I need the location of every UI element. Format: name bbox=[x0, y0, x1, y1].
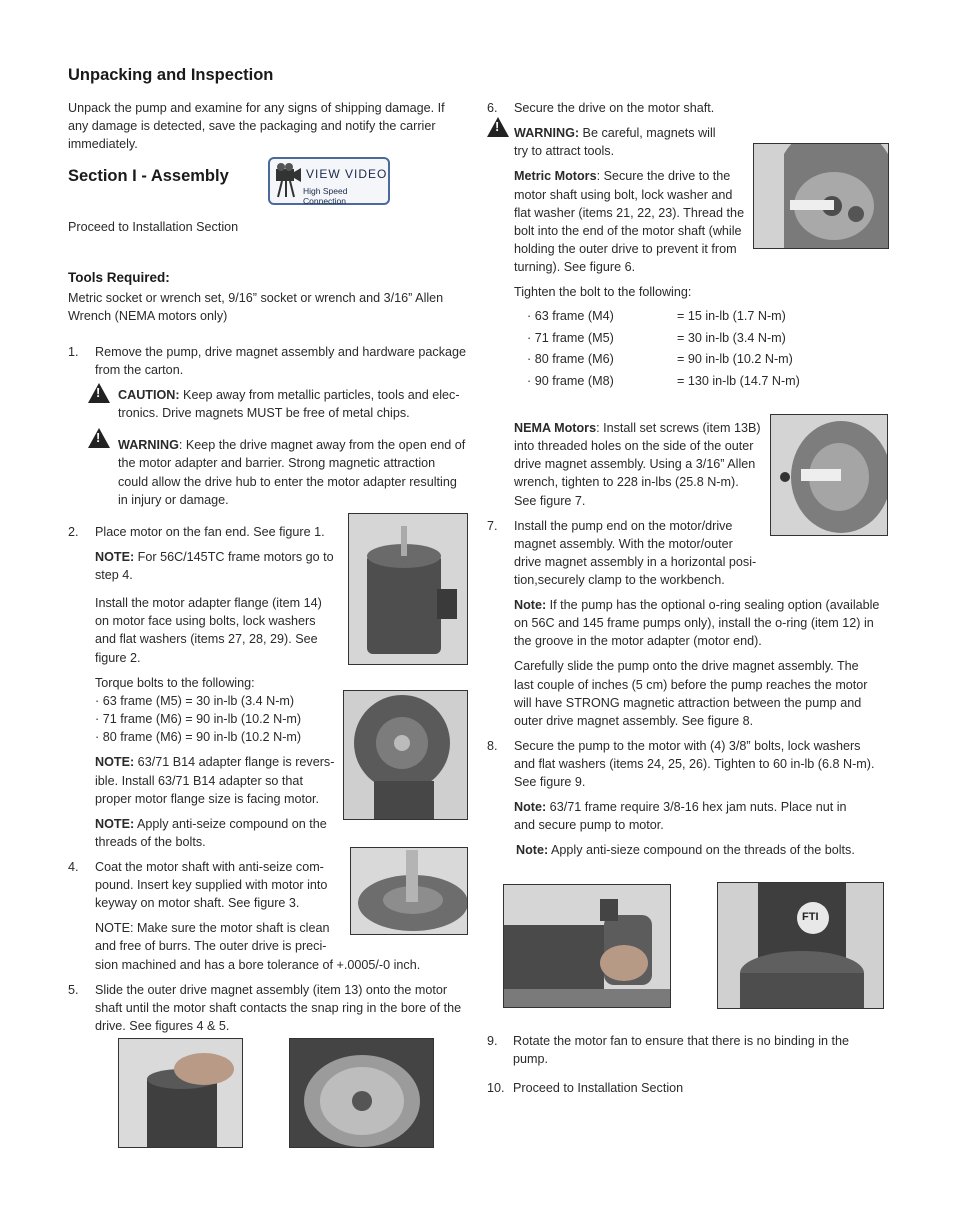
tools-line-2: Wrench (NEMA motors only) bbox=[68, 309, 228, 323]
step-2-note2-line-2: ible. Install 63/71 B14 adapter so that bbox=[95, 774, 303, 788]
step-7-para-2: last couple of inches (5 cm) before the pump reaches the motor bbox=[514, 678, 868, 692]
step-7-line-3: drive magnet assembly in a horizontal posi- bbox=[514, 555, 757, 569]
nema-line-2: into threaded holes on the side of the outer bbox=[514, 439, 754, 453]
torque-row: · 90 frame (M8) bbox=[527, 374, 614, 388]
warning-line-4: in injury or damage. bbox=[118, 493, 229, 507]
step-8-note1-line-1: Note: 63/71 frame require 3/8-16 hex jam nuts. Place nut in bbox=[514, 800, 847, 814]
proceed-installation-text: Proceed to Installation Section bbox=[68, 220, 239, 234]
step-2-number: 2. bbox=[68, 525, 79, 539]
torque-value: = 30 in-lb (3.4 N-m) bbox=[677, 331, 786, 345]
metric-line-1: Metric Motors: Secure the drive to the bbox=[514, 169, 731, 183]
step-10-line-1: Proceed to Installation Section bbox=[513, 1081, 684, 1095]
step-8-number: 8. bbox=[487, 739, 498, 753]
figure-4-photo bbox=[118, 1038, 243, 1148]
step-2-torque: Torque bolts to the following: bbox=[95, 676, 255, 690]
unpack-line-3: immediately. bbox=[68, 137, 138, 151]
step-6-warning-line-2: try to attract tools. bbox=[514, 144, 615, 158]
tighten-text: Tighten the bolt to the following: bbox=[514, 285, 692, 299]
caution-line-2: tronics. Drive magnets MUST be free of metal chips. bbox=[118, 406, 410, 420]
step-2-note2-line-3: proper motor flange size is facing motor. bbox=[95, 792, 319, 806]
step-1-line-2: from the carton. bbox=[95, 363, 184, 377]
tools-heading: Tools Required: bbox=[68, 270, 170, 285]
step-5-line-3: drive. See figures 4 & 5. bbox=[95, 1019, 230, 1033]
step-4-note-line-2: and free of burrs. The outer drive is preci- bbox=[95, 939, 327, 953]
step-7-line-2: magnet assembly. With the motor/outer bbox=[514, 537, 733, 551]
connection-label: High Speed Connection bbox=[303, 186, 348, 206]
step-5-line-2: shaft until the motor shaft contacts the snap ring in the bore of the bbox=[95, 1001, 462, 1015]
figure-7-photo bbox=[770, 414, 888, 536]
step-2-para-1: Install the motor adapter flange (item 14) bbox=[95, 596, 322, 610]
step-7-note-line-3: the groove in the motor adapter (motor end). bbox=[514, 634, 762, 648]
step-8-note2-line-1: Note: Apply anti-sieze compound on the threads of the bolts. bbox=[516, 843, 855, 857]
step-6-warning-line-1: WARNING: Be careful, magnets will bbox=[514, 126, 716, 140]
metric-line-5: holding the outer drive to prevent it from bbox=[514, 242, 737, 256]
warning-icon: ! bbox=[88, 428, 110, 448]
nema-line-4: wrench, tighten to 228 in-lbs (25.8 N-m). bbox=[514, 475, 739, 489]
step-6-number: 6. bbox=[487, 101, 498, 115]
caution-line-1: CAUTION: Keep away from metallic particles, tools and elec- bbox=[118, 388, 460, 402]
step-5-line-1: Slide the outer drive magnet assembly (item 13) onto the motor bbox=[95, 983, 448, 997]
step-1-line-1: Remove the pump, drive magnet assembly and hardware package bbox=[95, 345, 467, 359]
torque-value: = 130 in-lb (14.7 N-m) bbox=[677, 374, 800, 388]
figure-6-photo bbox=[753, 143, 889, 249]
step-8-line-1: Secure the pump to the motor with (4) 3/8” bolts, lock washers bbox=[514, 739, 861, 753]
view-video-button[interactable] bbox=[268, 157, 390, 205]
step-7-para-4: outer drive magnet assembly. See figure 8. bbox=[514, 714, 754, 728]
torque-value: = 90 in-lb (10.2 N-m) bbox=[677, 352, 793, 366]
step-8-line-2: and flat washers (items 24, 25, 26). Tighten to 60 in-lb (6.8 N-m). bbox=[514, 757, 875, 771]
warning-line-3: could allow the drive hub to enter the motor adapter resulting bbox=[118, 475, 457, 489]
figure-3-photo bbox=[350, 847, 468, 935]
unpack-line-1: Unpack the pump and examine for any signs of shipping damage. If bbox=[68, 101, 445, 115]
step-2-bullet-1: · 63 frame (M5) = 30 in-lb (3.4 N-m) bbox=[95, 694, 295, 708]
assembly-heading: Section I - Assembly bbox=[68, 167, 229, 185]
step-8-note1-line-2: and secure pump to motor. bbox=[514, 818, 664, 832]
step-2-note3-line-2: threads of the bolts. bbox=[95, 835, 206, 849]
nema-line-3: drive magnet assembly. Using a 3/16” Allen bbox=[514, 457, 756, 471]
step-2-para-3: and flat washers (items 27, 28, 29). See bbox=[95, 632, 318, 646]
tools-line-1: Metric socket or wrench set, 9/16” socket or wrench and 3/16” Allen bbox=[68, 291, 444, 305]
step-7-note-line-2: on 56C and 145 frame pumps only), install the o-ring (item 12) in bbox=[514, 616, 874, 630]
step-2-note2-line-1: NOTE: 63/71 B14 adapter flange is revers- bbox=[95, 755, 335, 769]
step-9-line-2: pump. bbox=[513, 1052, 549, 1066]
step-2-note3-line-1: NOTE: Apply anti-seize compound on the bbox=[95, 817, 327, 831]
torque-row: · 80 frame (M6) bbox=[527, 352, 614, 366]
figure-2-photo bbox=[343, 690, 468, 820]
step-7-para-3: will have STRONG magnetic attraction between the pump and bbox=[514, 696, 862, 710]
step-2-bullet-3: · 80 frame (M6) = 90 in-lb (10.2 N-m) bbox=[95, 730, 302, 744]
video-camera-icon bbox=[274, 163, 302, 199]
step-7-line-4: tion,securely clamp to the workbench. bbox=[514, 573, 725, 587]
fti-logo: FTI bbox=[802, 911, 819, 923]
torque-row: · 71 frame (M5) bbox=[527, 331, 614, 345]
metric-line-6: turning). See figure 6. bbox=[514, 260, 636, 274]
nema-line-5: See figure 7. bbox=[514, 494, 586, 508]
warning-line-1: WARNING: Keep the drive magnet away from the open end of bbox=[118, 438, 466, 452]
figure-1-photo bbox=[348, 513, 468, 665]
step-2-bullet-2: · 71 frame (M6) = 90 in-lb (10.2 N-m) bbox=[95, 712, 302, 726]
step-9-number: 9. bbox=[487, 1034, 498, 1048]
step-7-para-1: Carefully slide the pump onto the drive magnet assembly. The bbox=[514, 659, 859, 673]
caution-icon: ! bbox=[88, 383, 110, 403]
metric-line-2: motor shaft using bolt, lock washer and bbox=[514, 188, 733, 202]
step-2-para-2: on motor face using bolts, lock washers bbox=[95, 614, 316, 628]
step-9-line-1: Rotate the motor fan to ensure that there is no binding in the bbox=[513, 1034, 850, 1048]
step-6-warning-icon: ! bbox=[487, 117, 509, 137]
step-2-note-line-1: NOTE: For 56C/145TC frame motors go to bbox=[95, 550, 334, 564]
unpack-line-2: any damage is detected, save the packaging and notify the carrier bbox=[68, 119, 436, 133]
torque-row: · 63 frame (M4) bbox=[527, 309, 614, 323]
metric-line-4: bolt into the end of the motor shaft (while bbox=[514, 224, 742, 238]
figure-8-photo bbox=[503, 884, 671, 1008]
step-4-note-line-3: sion machined and has a bore tolerance of +.0005/-0 inch. bbox=[95, 958, 421, 972]
metric-line-3: flat washer (items 21, 22, 23). Thread the bbox=[514, 206, 745, 220]
figure-9-photo bbox=[717, 882, 884, 1009]
step-7-note-line-1: Note: If the pump has the optional o-ring sealing option (available bbox=[514, 598, 880, 612]
step-4-number: 4. bbox=[68, 860, 79, 874]
step-5-number: 5. bbox=[68, 983, 79, 997]
step-1-number: 1. bbox=[68, 345, 79, 359]
step-6-line-1: Secure the drive on the motor shaft. bbox=[514, 101, 715, 115]
step-4-line-2: pound. Insert key supplied with motor into bbox=[95, 878, 328, 892]
warning-line-2: the motor adapter and barrier. Strong magnetic attraction bbox=[118, 456, 436, 470]
step-10-number: 10. bbox=[487, 1081, 505, 1095]
step-4-line-1: Coat the motor shaft with anti-seize com- bbox=[95, 860, 324, 874]
step-8-line-3: See figure 9. bbox=[514, 775, 586, 789]
step-2-note-line-2: step 4. bbox=[95, 568, 133, 582]
figure-5-photo bbox=[289, 1038, 434, 1148]
step-7-number: 7. bbox=[487, 519, 498, 533]
step-2-line-1: Place motor on the fan end. See figure 1. bbox=[95, 525, 325, 539]
view-video-label: VIEW VIDEO bbox=[306, 167, 388, 181]
step-2-para-4: figure 2. bbox=[95, 651, 141, 665]
unpacking-heading: Unpacking and Inspection bbox=[68, 66, 274, 84]
torque-value: = 15 in-lb (1.7 N-m) bbox=[677, 309, 786, 323]
step-4-note-line-1: NOTE: Make sure the motor shaft is clean bbox=[95, 921, 330, 935]
nema-line-1: NEMA Motors: Install set screws (item 13B) bbox=[514, 421, 761, 435]
step-7-line-1: Install the pump end on the motor/drive bbox=[514, 519, 733, 533]
step-4-line-3: keyway on motor shaft. See figure 3. bbox=[95, 896, 300, 910]
